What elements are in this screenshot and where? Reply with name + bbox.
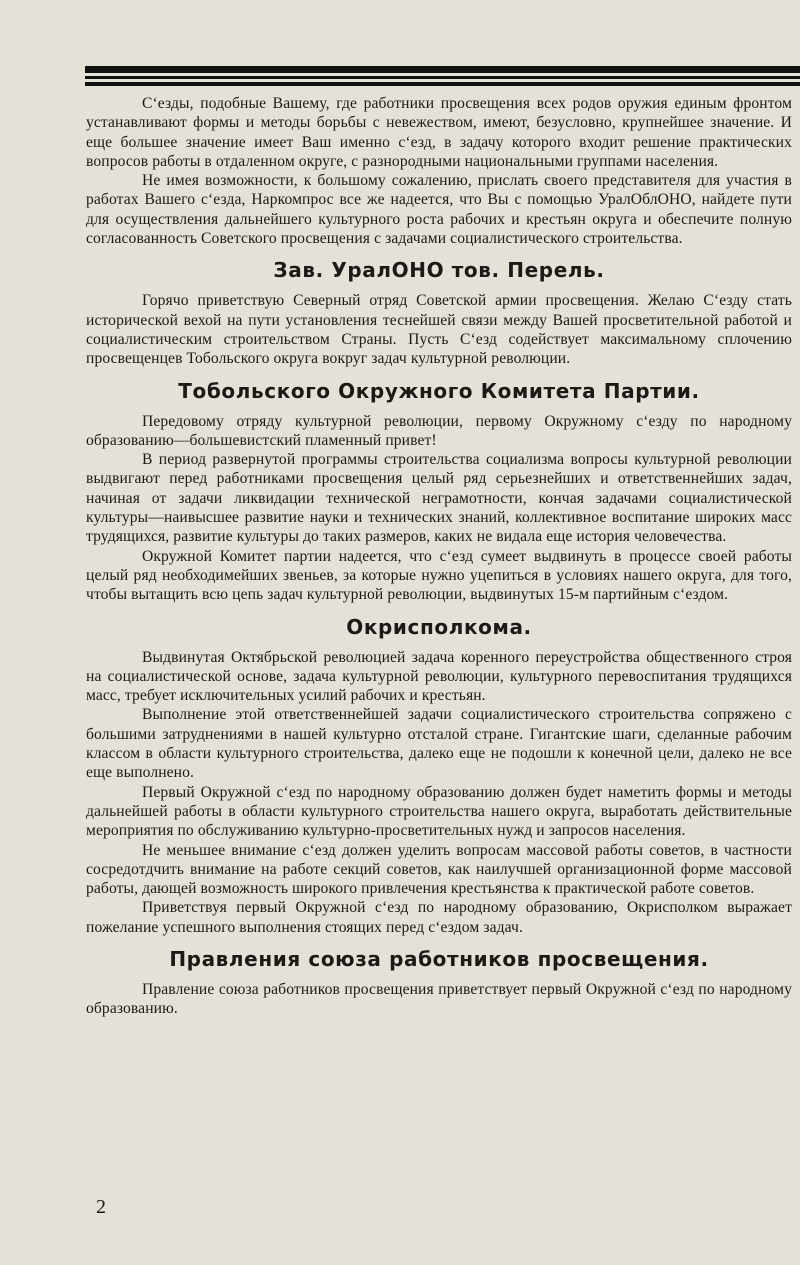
section-heading: Тобольского Окружного Комитета Партии. <box>178 378 700 403</box>
page-number: 2 <box>96 1196 106 1218</box>
paragraph: Не меньшее внимание с‘езд должен уделить вопросам массовой работы советов, в частности сосредотдчить внимание на работе секций советов, как наилучшей организационной форме массовой работы, дающей возможность широкого привлечения крестьянства к практической работе советов. <box>86 841 792 898</box>
paragraph: Выполнение этой ответственнейшей задачи социалистического строительства сопряжено с большими затруднениями в нашей культурно отсталой стране. Гигантские шаги, сделанные рабочим классом в области культурного строительства, далеко еще не подошли к конечной цели, далеко не все еще выполнено. <box>86 706 792 782</box>
document-body <box>86 94 792 1019</box>
paragraph: Горячо приветствую Северный отряд Советской армии просвещения. Желаю С‘езду стать исторической вехой на пути установления теснейшей связи между Вашей просветительной работой и социалистическим строительством Страны. Пусть С‘езд содействует максимальному сплочению просвещенцев Тобольского округа вокруг задач культурной революции. <box>86 292 792 368</box>
section-heading: Зав. УралОНО тов. Перель. <box>273 258 605 283</box>
paragraph: Приветствуя первый Окружной с‘езд по народному образованию, Окрисполком выражает пожелание успешного выполнения стоящих перед с‘ездом задач. <box>86 899 792 936</box>
header-rule <box>85 66 800 73</box>
paragraph: С‘езды, подобные Вашему, где работники просвещения всех родов оружия единым фронтом устанавливают формы и методы борьбы с невежеством, имеют, безусловно, крупнейшее значение. И еще большее значение имеет Ваш именно с‘езд, в задачу которого входит решение практических вопросов работы в отдаленном округе, с разнородными национальными группами населения. <box>86 95 792 170</box>
header-rule <box>85 76 800 79</box>
header-rule <box>85 82 800 86</box>
paragraph: В период развернутой программы строительства социализма вопросы культурной революции выдвигают перед работниками просвещения целый ряд серьезнейших и ответственнейших задач, начиная от задачи ликвидации технической неграмотности, кончая задачами социалистической культуры—наивысшее развитие науки и технических знаний, коллективное воспитание широких масс трудящихся, развитие культуры до таких размеров, каких не видала еще история человечества. <box>86 451 792 546</box>
paragraph: Первый Окружной с‘езд по народному образованию должен будет наметить формы и методы дальнейшей работы в области культурного строительства нашего округа, выработать действительные мероприятия по обслуживанию культурно-просветительных нужд и запросов населения. <box>86 783 792 840</box>
paragraph: Передовому отряду культурной революции, первому Окружному с‘езду по народному образованию—большевистский пламенный привет! <box>86 412 792 449</box>
section-heading: Окрисполкома. <box>346 614 532 639</box>
paragraph: Правление союза работников просвещения приветствует первый Окружной с‘езд по народному образованию. <box>86 980 792 1018</box>
section-heading: Правления союза работников просвещения. <box>169 946 709 971</box>
paragraph: Не имея возможности, к большому сожалению, прислать своего представителя для участия в работах Вашего с‘езда, Наркомпрос все же надеется, что Вы с помощью УралОблОНО, найдете пути для осуществления дальнейшего культурного роста рабочих и крестьян округа и обеспечите полную согласованность Советского просвещения с задачами социалистического строительства. <box>86 172 792 248</box>
paragraph: Выдвинутая Октябрьской революцией задача коренного переустройства общественного строя на социалистической основе, задача культурной революции, культурного перевоспитания трудящихся масс, требует исключительных усилий рабочих и крестьян. <box>86 648 792 705</box>
paragraph: Окружной Комитет партии надеется, что с‘езд сумеет выдвинуть в процессе своей работы целый ряд необходимейших звеньев, за которые нужно уцепиться в условиях нашего округа, для того, чтобы вытащить всю цепь задач культурной революции, выдвинутых 15-м партийным с‘ездом. <box>86 547 792 604</box>
